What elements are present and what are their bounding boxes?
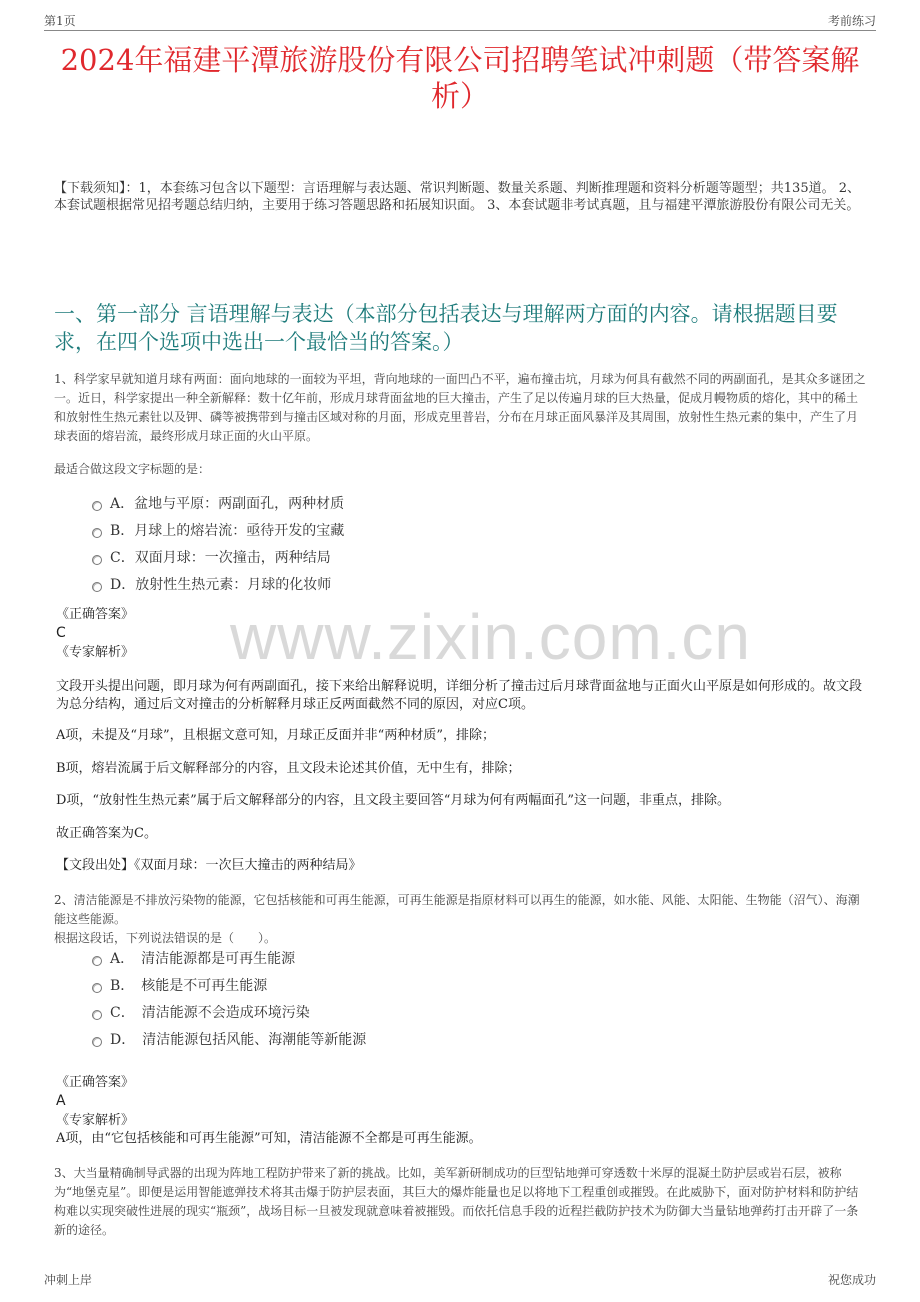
option-a[interactable] bbox=[92, 491, 344, 518]
header-tag: 考前练习 bbox=[827, 14, 876, 28]
question-1-prompt: 最适合做这段文字标题的是： bbox=[54, 462, 211, 476]
section-heading: 一、第一部分 言语理解与表达（本部分包括表达与理解两方面的内容。请根据题目要求，在四个选项中选出一个最恰当的答案。） bbox=[54, 302, 838, 354]
option-label: A．盆地与平原：两副面孔，两种材质 bbox=[110, 496, 345, 512]
option-b[interactable] bbox=[92, 973, 366, 1000]
footer-left: 冲刺上岸 bbox=[44, 1273, 93, 1287]
option-label: B．月球上的熔岩流：亟待开发的宝藏 bbox=[110, 523, 345, 539]
page-number: 第1页 bbox=[44, 14, 76, 28]
option-label: C． 清洁能源不会造成环境污染 bbox=[110, 1005, 310, 1021]
option-label: C．双面月球：一次撞击，两种结局 bbox=[110, 550, 331, 566]
radio-icon[interactable] bbox=[92, 555, 102, 565]
option-c[interactable] bbox=[92, 1000, 366, 1027]
answer-value: C bbox=[56, 625, 66, 641]
radio-icon[interactable] bbox=[92, 501, 102, 511]
radio-icon[interactable] bbox=[92, 1037, 102, 1047]
option-d[interactable] bbox=[92, 572, 344, 599]
analysis-paragraph: B项，熔岩流属于后文解释部分的内容，且文段未论述其价值，无中生有，排除； bbox=[56, 761, 521, 776]
analysis-paragraph: D项，“放射性生热元素”属于后文解释部分的内容，且文段主要回答“月球为何有两幅面孔”这一问题，非重点，排除。 bbox=[56, 793, 731, 808]
option-c[interactable] bbox=[92, 545, 344, 572]
question-1-options bbox=[92, 491, 344, 599]
watermark: www.zixin.com.cn bbox=[230, 601, 751, 673]
page-header bbox=[44, 12, 876, 31]
radio-icon[interactable] bbox=[92, 1010, 102, 1020]
document-title: 2024年福建平潭旅游股份有限公司招聘笔试冲刺题（带答案解析） bbox=[60, 43, 860, 113]
analysis-paragraph: 文段开头提出问题，即月球为何有两副面孔，接下来给出解释说明，详细分析了撞击过后月球背面盆地与正面火山平原是如何形成的。故文段为总分结构，通过后文对撞击的分析解释月球正反两面截然不同的原因，对应C项。 bbox=[56, 679, 863, 712]
radio-icon[interactable] bbox=[92, 983, 102, 993]
question-3-text: 3、大当量精确制导武器的出现为阵地工程防护带来了新的挑战。比如，美军新研制成功的巨型钻地弹可穿透数十米厚的混凝土防护层或岩石层，被称为“地堡克星”。即便是运用智能遮弹技术将其击爆于防护层表面，其巨大的爆炸能量也足以将地下工程重创或摧毁。在此威胁下，面对防护材料和防护结构难以实现突破性进展的现实“瓶颈”，战场目标一旦被发现就意味着被摧毁。而依托信息手段的近程拦截防护技术为防御大当量钻地弹药打击开辟了一条新的途径。 bbox=[54, 1166, 859, 1237]
radio-icon[interactable] bbox=[92, 528, 102, 538]
radio-icon[interactable] bbox=[92, 582, 102, 592]
download-notice: 【下载须知】：1，本套练习包含以下题型：言语理解与表达题、常识判断题、数量关系题、判断推理题和资料分析题等题型；共135道。 2、本套试题根据常见招考题总结归纳，主要用于练习答题思路和拓展知识面。 3、本套试题非考试真题，且与福建平潭旅游股份有限公司无关。 bbox=[54, 181, 860, 213]
answer-value: A bbox=[56, 1093, 66, 1109]
answer-label: 《正确答案》 bbox=[56, 1075, 135, 1090]
question-2-text: 2、清洁能源是不排放污染物的能源，它包括核能和可再生能源，可再生能源是指原材料可以再生的能源，如水能、风能、太阳能、生物能（沼气）、海潮能这些能源。 bbox=[54, 893, 860, 926]
question-2-options bbox=[92, 946, 366, 1054]
analysis-label: 《专家解析》 bbox=[56, 645, 135, 660]
analysis-paragraph: A项，由“它包括核能和可再生能源”可知，清洁能源不全都是可再生能源。 bbox=[56, 1131, 482, 1146]
question-1-text: 1、科学家早就知道月球有两面：面向地球的一面较为平坦，背向地球的一面凹凸不平，遍布撞击坑，月球为何具有截然不同的两副面孔，是其众多谜团之一。近日，科学家提出一种全新解释：数十亿年前，形成月球背面盆地的巨大撞击，产生了足以传遍月球的巨大热量，促成月幔物质的熔化，其中的稀土和放射性生热元素钍以及钾、磷等被携带到与撞击区域对称的月面，形成克里普岩，分布在月球正面风暴洋及其周围，放射性生热元素的集中，产生了月球表面的熔岩流，最终形成月球正面的火山平原。 bbox=[54, 372, 866, 443]
answer-label: 《正确答案》 bbox=[56, 607, 135, 622]
radio-icon[interactable] bbox=[92, 956, 102, 966]
analysis-label: 《专家解析》 bbox=[56, 1113, 135, 1128]
option-b[interactable] bbox=[92, 518, 344, 545]
footer-right: 祝您成功 bbox=[827, 1273, 876, 1287]
option-a[interactable] bbox=[92, 946, 366, 973]
analysis-paragraph: 故正确答案为C。 bbox=[56, 826, 157, 841]
option-d[interactable] bbox=[92, 1027, 366, 1054]
option-label: D．放射性生热元素：月球的化妆师 bbox=[110, 577, 332, 593]
analysis-paragraph: A项，未提及“月球”，且根据文意可知，月球正反面并非“两种材质”，排除； bbox=[56, 728, 495, 743]
option-label: A． 清洁能源都是可再生能源 bbox=[110, 951, 296, 967]
source-citation: 【文段出处】《双面月球：一次巨大撞击的两种结局》 bbox=[56, 858, 362, 873]
option-label: B． 核能是不可再生能源 bbox=[110, 978, 268, 994]
question-2-prompt: 根据这段话，下列说法错误的是（ ）。 bbox=[54, 931, 277, 945]
option-label: D． 清洁能源包括风能、海潮能等新能源 bbox=[110, 1032, 367, 1048]
